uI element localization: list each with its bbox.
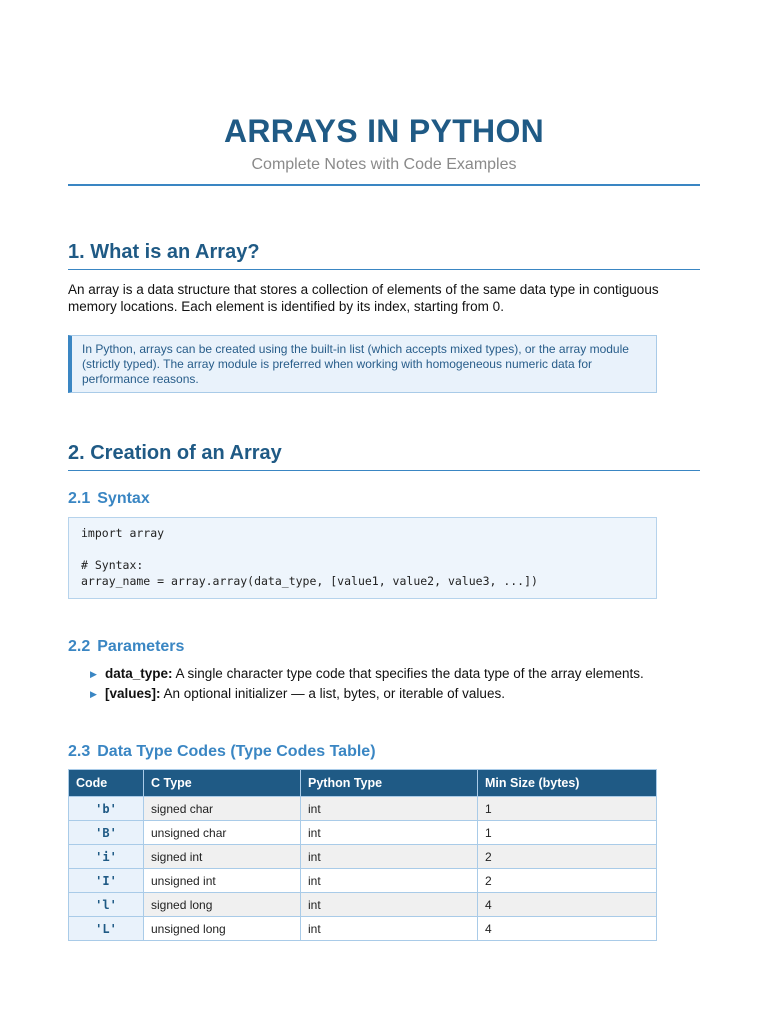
code-line: [81, 541, 644, 557]
param-description: An optional initializer — a list, bytes, or iterable of values.: [160, 686, 505, 701]
python-type-cell: int: [301, 845, 478, 869]
column-header-min-size: Min Size (bytes): [478, 770, 657, 797]
type-code-cell: 'I': [69, 869, 144, 893]
section-divider: [68, 269, 700, 270]
python-type-cell: int: [301, 797, 478, 821]
min-size-cell: 4: [478, 893, 657, 917]
title-divider: [68, 184, 700, 186]
min-size-cell: 4: [478, 917, 657, 941]
column-header-c-type: C Type: [144, 770, 301, 797]
subsection-heading-parameters: [68, 637, 184, 657]
subsection-number: 2.1: [68, 490, 91, 507]
min-size-cell: 1: [478, 821, 657, 845]
min-size-cell: 2: [478, 869, 657, 893]
table-row: [69, 821, 657, 845]
python-type-cell: int: [301, 821, 478, 845]
table-row: [69, 845, 657, 869]
c-type-cell: signed char: [144, 797, 301, 821]
param-term: [values]:: [105, 686, 161, 701]
type-code-cell: 'l': [69, 893, 144, 917]
triangle-bullet-icon: ▶: [90, 669, 97, 679]
subsection-heading-syntax: [68, 489, 150, 509]
code-line: import array: [81, 526, 165, 540]
python-type-cell: int: [301, 893, 478, 917]
python-type-cell: int: [301, 917, 478, 941]
python-type-cell: int: [301, 869, 478, 893]
table-header-row: [69, 770, 657, 797]
type-code-cell: 'b': [69, 797, 144, 821]
type-codes-table: [68, 769, 657, 941]
column-header-python-type: Python Type: [301, 770, 478, 797]
document-title: ARRAYS IN PYTHON: [223, 113, 545, 149]
min-size-cell: 1: [478, 797, 657, 821]
subsection-title: Syntax: [97, 490, 150, 507]
c-type-cell: unsigned char: [144, 821, 301, 845]
section-divider: [68, 470, 700, 471]
subsection-title: Data Type Codes (Type Codes Table): [97, 743, 376, 760]
document-subtitle: Complete Notes with Code Examples: [251, 156, 517, 173]
subsection-number: 2.3: [68, 743, 91, 760]
triangle-bullet-icon: ▶: [90, 689, 97, 699]
param-term: data_type:: [105, 666, 173, 681]
type-code-cell: 'i': [69, 845, 144, 869]
c-type-cell: signed int: [144, 845, 301, 869]
parameters-list: [90, 664, 690, 704]
list-item: [90, 684, 690, 704]
table-row: [69, 797, 657, 821]
intro-paragraph: An array is a data structure that stores a collection of elements of the same data type in contiguous memory locations. Each element is identified by its index, starting from 0.: [68, 282, 659, 314]
list-item: [90, 664, 690, 684]
c-type-cell: signed long: [144, 893, 301, 917]
type-code-cell: 'B': [69, 821, 144, 845]
min-size-cell: 2: [478, 845, 657, 869]
section-heading-what-is-array: 1. What is an Array?: [68, 241, 260, 263]
subsection-number: 2.2: [68, 638, 91, 655]
column-header-code: Code: [69, 770, 144, 797]
subsection-title: Parameters: [97, 638, 185, 655]
table-row: [69, 917, 657, 941]
table-row: [69, 869, 657, 893]
info-note-box: In Python, arrays can be created using the built-in list (which accepts mixed types), or the array module (strictly typed). The array module is preferred when working with homogeneous numeric data for performance reasons.: [68, 335, 657, 393]
param-description: A single character type code that specifies the data type of the array elements.: [172, 666, 644, 681]
section-heading-creation: 2. Creation of an Array: [68, 442, 282, 464]
syntax-code-block: [68, 517, 657, 599]
subsection-heading-type-codes: [68, 742, 376, 762]
c-type-cell: unsigned long: [144, 917, 301, 941]
c-type-cell: unsigned int: [144, 869, 301, 893]
code-line: # Syntax:: [81, 558, 144, 572]
table-row: [69, 893, 657, 917]
code-line: array_name = array.array(data_type, [value1, value2, value3, ...]): [81, 574, 538, 588]
type-code-cell: 'L': [69, 917, 144, 941]
